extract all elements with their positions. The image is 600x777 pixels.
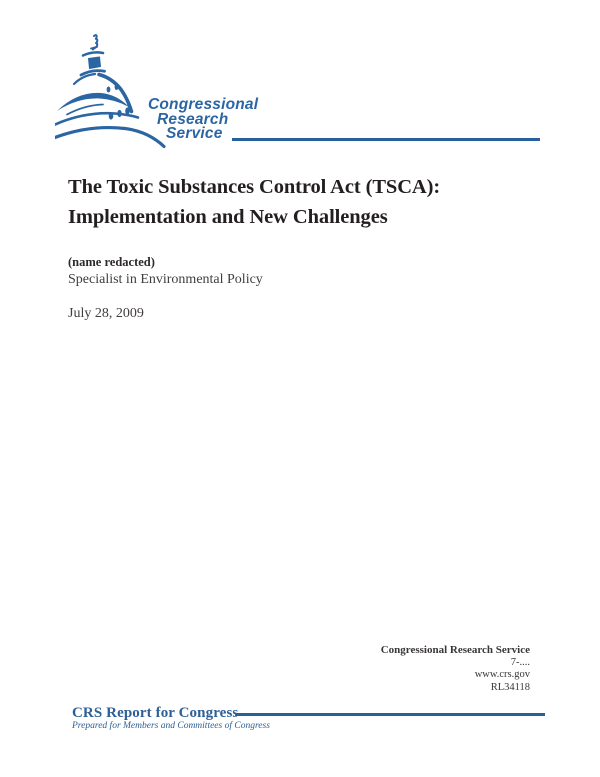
report-title xyxy=(68,172,548,232)
footer-website: www.crs.gov xyxy=(474,669,530,680)
footer-rule xyxy=(235,713,545,716)
footer-org-name: Congressional Research Service xyxy=(380,644,530,656)
report-date: July 28, 2009 xyxy=(68,306,144,321)
author-role: Specialist in Environmental Policy xyxy=(68,272,263,287)
logo-line-service: Service xyxy=(166,125,223,142)
footer-banner: CRS Report for Congress xyxy=(72,705,239,721)
logo-line-congressional: Congressional xyxy=(148,96,259,113)
footer-tagline: Prepared for Members and Committees of Congress xyxy=(72,721,270,731)
author-name: (name redacted) xyxy=(68,255,155,269)
header-rule xyxy=(232,138,540,141)
footer-phone: 7-.... xyxy=(510,656,530,668)
logo-line-research: Research xyxy=(157,110,229,128)
report-title-line2: Implementation and New Challenges xyxy=(68,206,388,228)
footer-report-number: RL34118 xyxy=(490,681,530,693)
logo-wordmark xyxy=(148,98,258,142)
report-title-line1: The Toxic Substances Control Act (TSCA): xyxy=(68,176,441,198)
footer-info-block xyxy=(381,644,530,694)
